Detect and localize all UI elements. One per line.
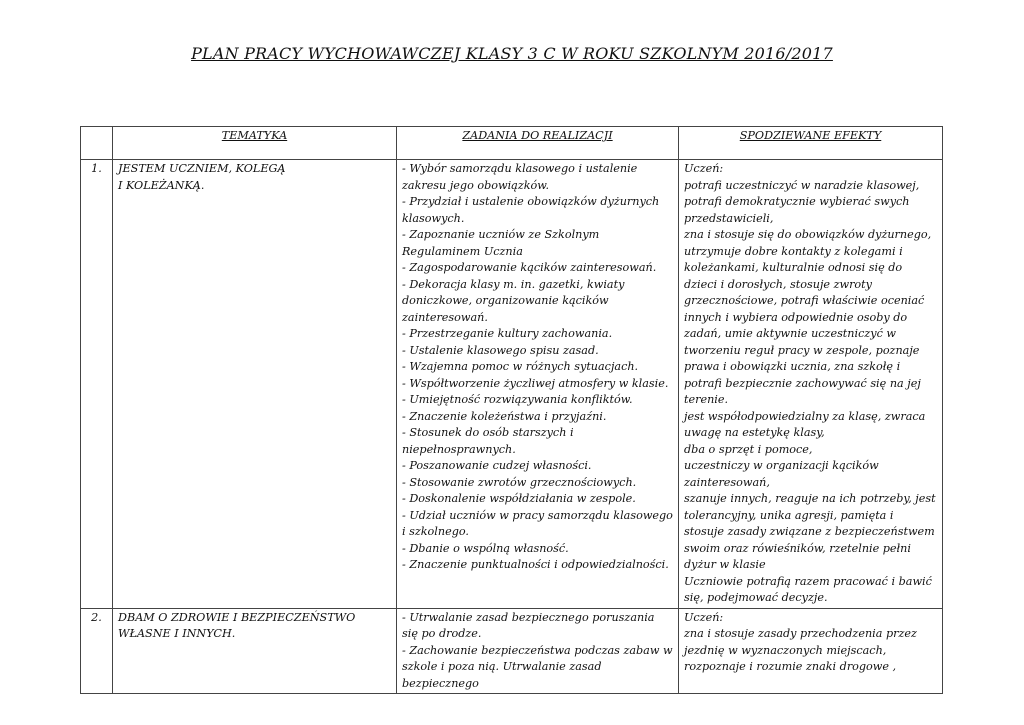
task-item: - Dekoracja klasy m. in. gazetki, kwiaty doniczkowe, organizowanie kącików zainteresowań. (402, 277, 625, 324)
task-item: - Ustalenie klasowego spisu zasad. (402, 343, 599, 357)
effect-item: potrafi uczestniczyć w naradzie klasowej, potrafi demokratycznie wybierać swych przedstawicieli, (684, 178, 920, 225)
topic-line: WŁASNE I INNYCH. (118, 627, 236, 640)
row-topic (113, 160, 397, 609)
effect-item: Uczniowie potrafią razem pracować i bawić się, podejmować decyzje. (684, 574, 932, 604)
task-item: - Dbanie o wspólną własność. (402, 541, 569, 555)
effect-item: Uczeń: (684, 610, 724, 624)
plan-table (80, 126, 943, 694)
topic-line: JESTEM UCZNIEM, KOLEGĄ (118, 162, 286, 175)
task-item: - Przydział i ustalenie obowiązków dyżurnych klasowych. (402, 195, 660, 225)
task-item: - Znaczenie punktualności i odpowiedzialności. (402, 558, 669, 571)
topic-line: DBAM O ZDROWIE I BEZPIECZEŃSTWO (118, 610, 356, 624)
task-item: - Zagospodarowanie kącików zainteresowań. (402, 261, 657, 274)
task-item: - Poszanowanie cudzej własności. (402, 459, 592, 472)
effect-item: szanuje innych, reaguje na ich potrzeby, jest tolerancyjny, unika agresji, pamięta i stosuje zasady związane z bezpieczeństwem swoim oraz rówieśników, rzetelnie pełni dyżur w klasie (684, 492, 936, 571)
task-item: - Zachowanie bezpieczeństwa podczas zabaw w szkole i poza nią. Utrwalanie zasad bezpiecznego (402, 643, 673, 690)
task-item: - Znaczenie koleżeństwa i przyjaźni. (402, 409, 607, 423)
row-effects (679, 160, 943, 609)
topic-line: I KOLEŻANKĄ. (118, 178, 205, 192)
task-item: - Wzajemna pomoc w różnych sytuacjach. (402, 360, 639, 373)
table-row (81, 160, 943, 609)
row-tasks (397, 608, 679, 694)
task-item: - Doskonalenie współdziałania w zespole. (402, 492, 636, 505)
header-topic: TEMATYKA (113, 127, 397, 160)
task-item: - Umiejętność rozwiązywania konfliktów. (402, 393, 633, 406)
row-topic (113, 608, 397, 694)
task-item: - Wybór samorządu klasowego i ustalenie zakresu jego obowiązków. (402, 162, 638, 192)
task-item: - Współtworzenie życzliwej atmosfery w klasie. (402, 376, 669, 390)
task-item: - Zapoznanie uczniów ze Szkolnym Regulaminem Ucznia (402, 228, 600, 258)
row-tasks (397, 160, 679, 609)
effect-item: Uczeń: (684, 162, 724, 175)
row-number: 2. (81, 608, 113, 694)
table-header-row (81, 127, 943, 160)
header-effects: SPODZIEWANE EFEKTY (679, 127, 943, 160)
effect-item: zna i stosuje się do obowiązków dyżurnego, utrzymuje dobre kontakty z kolegami i koleżankami, kulturalnie odnosi się do dzieci i dorosłych, stosuje zwroty grzecznościowe, potrafi właściwie oceniać innych i wybiera odpowiednie osoby do zadań, umie aktywnie uczestniczyć w tworzeniu reguł pracy w zespole, poznaje prawa i obowiązki ucznia, zna szkołę i potrafi bezpiecznie zachowywać się na jej terenie. (684, 228, 932, 406)
row-number: 1. (81, 160, 113, 609)
task-item: - Stosunek do osób starszych i niepełnosprawnych. (402, 426, 574, 456)
effect-item: uczestniczy w organizacji kącików zainteresowań, (684, 459, 879, 489)
task-item: - Utrwalanie zasad bezpiecznego poruszania się po drodze. (402, 610, 655, 640)
header-number (81, 127, 113, 160)
header-tasks: ZADANIA DO REALIZACJI (397, 127, 679, 160)
row-effects (679, 608, 943, 694)
page-title: PLAN PRACY WYCHOWAWCZEJ KLASY 3 C W ROKU SZKOLNYM 2016/2017 (191, 44, 833, 63)
effect-item: zna i stosuje zasady przechodzenia przez jezdnię w wyznaczonych miejscach, rozpoznaje i rozumie znaki drogowe , (684, 627, 917, 673)
task-item: - Przestrzeganie kultury zachowania. (402, 327, 613, 340)
table-row (81, 608, 943, 694)
task-item: - Udział uczniów w pracy samorządu klasowego i szkolnego. (402, 508, 673, 538)
effect-item: jest współodpowiedzialny za klasę, zwraca uwagę na estetykę klasy, (684, 409, 926, 439)
effect-item: dba o sprzęt i pomoce, (684, 442, 813, 456)
task-item: - Stosowanie zwrotów grzecznościowych. (402, 475, 637, 489)
